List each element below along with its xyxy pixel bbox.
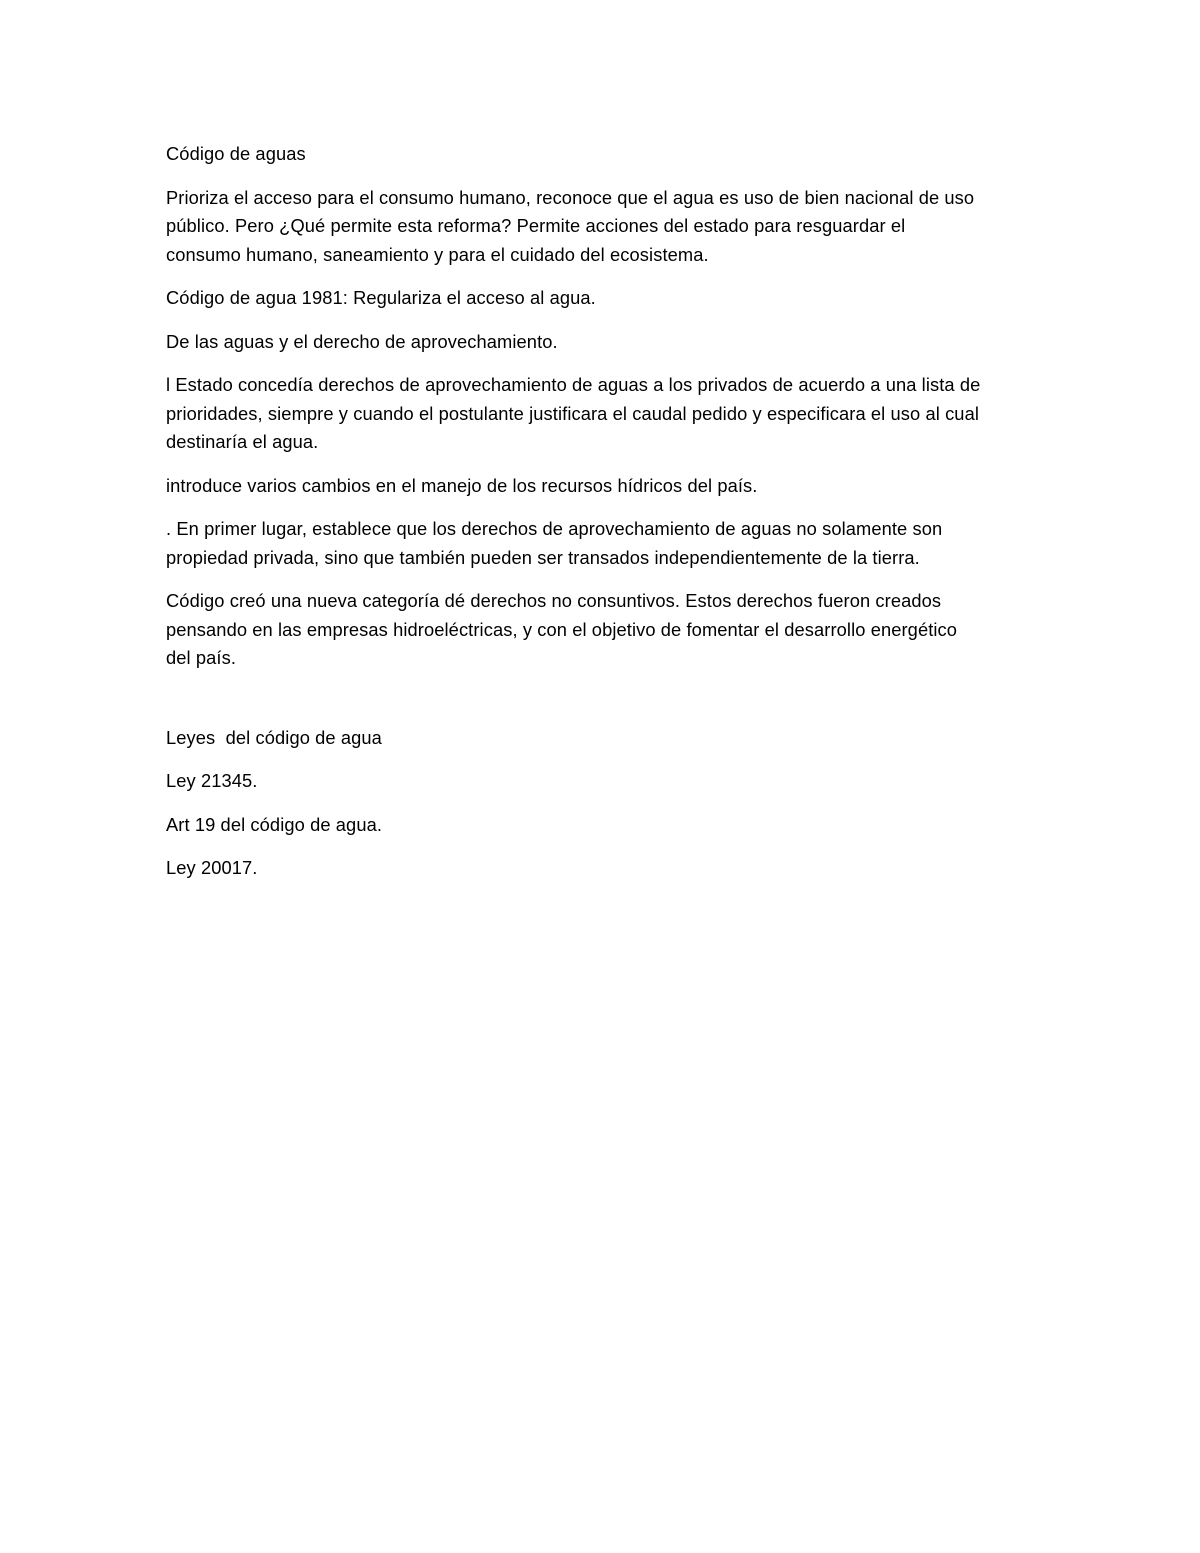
document-title: Código de aguas [166, 143, 306, 164]
paragraph-line: destinaría el agua. [166, 431, 319, 452]
paragraph-no-consuntivos [166, 587, 1036, 673]
law-item: Ley 21345. [166, 770, 258, 791]
paragraph-derecho-aprovechamiento: De las aguas y el derecho de aprovechamiento. [166, 330, 558, 352]
paragraph-line: prioridades, siempre y cuando el postulante justificara el caudal pedido y especificara el uso al cual [166, 402, 980, 424]
blank-line [166, 688, 1036, 724]
paragraph-line: Código creó una nueva categoría dé derechos no consuntivos. Estos derechos fueron creados [166, 590, 942, 611]
paragraph-cambios: introduce varios cambios en el manejo de los recursos hídricos del país. [166, 474, 758, 496]
paragraph-line: propiedad privada, sino que también pueden ser transados independientemente de la tierra. [166, 546, 920, 568]
paragraph-line: consumo humano, saneamiento y para el cuidado del ecosistema. [166, 243, 709, 265]
paragraph-line: del país. [166, 647, 237, 668]
paragraph-line: público. Pero ¿Qué permite esta reforma? Permite acciones del estado para resguardar el [166, 215, 906, 236]
document-body [166, 140, 1036, 898]
paragraph-line: pensando en las empresas hidroeléctricas, y con el objetivo de fomentar el desarrollo energético [166, 618, 958, 640]
paragraph-line: l Estado concedía derechos de aprovechamiento de aguas a los privados de acuerdo a una lista de [166, 374, 981, 395]
paragraph-consumo-humano [166, 184, 1036, 270]
paragraph-primer-lugar [166, 515, 1036, 572]
laws-heading: Leyes del código de agua [166, 726, 382, 748]
paragraph-estado-concedia [166, 371, 1036, 457]
paragraph-codigo-1981: Código de agua 1981: Regulariza el acceso al agua. [166, 287, 596, 308]
law-item: Art 19 del código de agua. [166, 813, 383, 835]
law-item: Ley 20017. [166, 857, 258, 878]
paragraph-line: Prioriza el acceso para el consumo humano, reconoce que el agua es uso de bien nacional de uso [166, 186, 975, 208]
paragraph-line: . En primer lugar, establece que los derechos de aprovechamiento de aguas no solamente son [166, 518, 943, 539]
